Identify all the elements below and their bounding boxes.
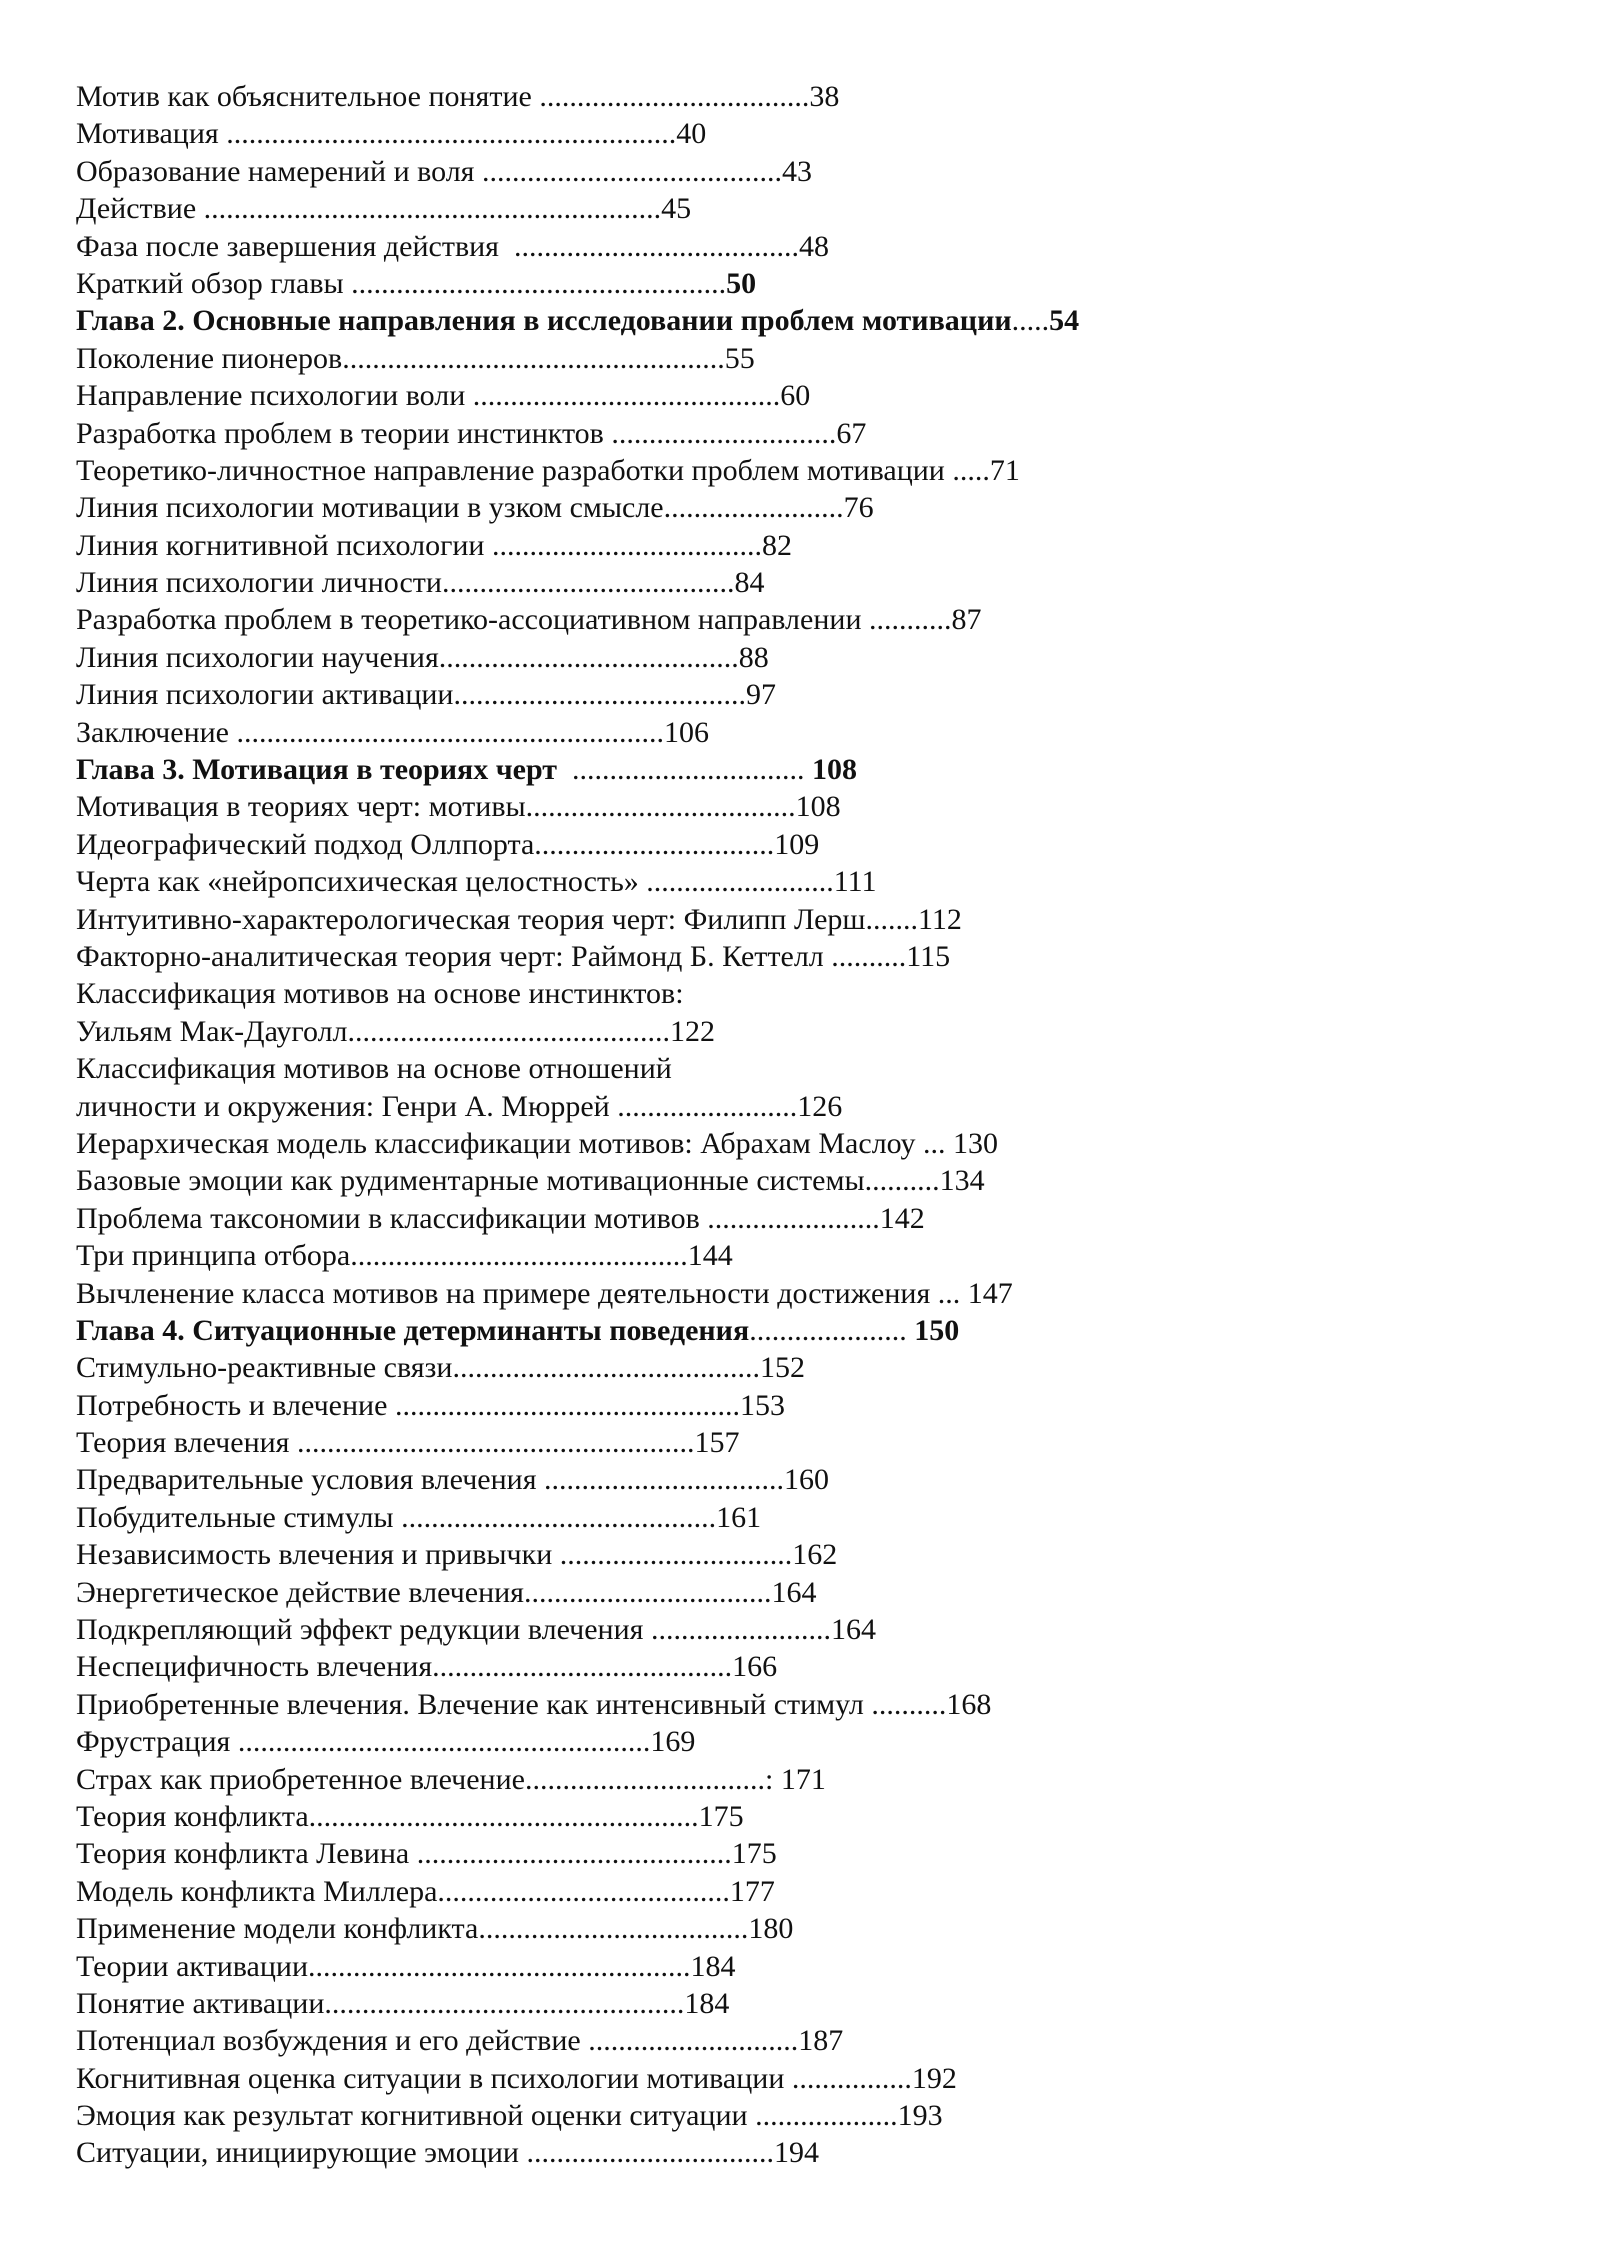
toc-entry-leader: ........... — [869, 603, 952, 637]
toc-entry-leader: ............................... — [559, 1538, 793, 1572]
toc-entry-page-number: 126 — [797, 1089, 843, 1123]
toc-entry-page-number: 153 — [739, 1388, 785, 1422]
toc-entry-page-number: 130 — [953, 1126, 999, 1160]
toc-entry-page-number: 184 — [684, 1986, 730, 2020]
toc-entry-title: Теории активации — [76, 1949, 309, 1983]
toc-entry-leader: ... — [937, 1276, 968, 1310]
toc-entry — [76, 1873, 1556, 1910]
toc-entry — [76, 863, 1556, 900]
toc-entry-title: Иерархическая модель классификации мотивов: Абрахам Маслоу — [76, 1126, 924, 1160]
toc-entry-title: Модель конфликта Миллера — [76, 1874, 438, 1908]
toc-entry — [76, 714, 1556, 751]
toc-entry-page-number: 88 — [738, 640, 769, 674]
toc-entry — [76, 1349, 1556, 1386]
toc-entry-leader: ..................................................... — [296, 1426, 695, 1460]
toc-entry-title: Теория влечения — [76, 1426, 297, 1460]
toc-entry-page-number: 55 — [724, 341, 755, 375]
toc-entry-page-number: 147 — [967, 1276, 1013, 1310]
toc-entry-title: Мотивация в теориях черт: мотивы — [76, 790, 526, 824]
toc-entry-leader: ....................... — [707, 1201, 880, 1235]
toc-entry-leader: .................................................. — [351, 266, 727, 300]
toc-entry-page-number: 164 — [830, 1613, 876, 1647]
toc-entry — [76, 527, 1556, 564]
toc-entry-page-number: 160 — [784, 1463, 830, 1497]
toc-entry-page-number: 157 — [694, 1426, 740, 1460]
toc-entry-title: Базовые эмоции как рудиментарные мотивационные системы — [76, 1164, 865, 1198]
toc-entry-title: Краткий обзор главы — [76, 266, 352, 300]
toc-entry-leader: .......................................... — [401, 1500, 717, 1534]
toc-entry-title: Черта как «нейропсихическая целостность» — [76, 865, 647, 899]
toc-entry-page-number: 171 — [780, 1762, 826, 1796]
toc-entry — [76, 2134, 1556, 2171]
toc-entry-title: Линия психологии активации — [76, 678, 454, 712]
table-of-contents — [76, 78, 1556, 2172]
toc-entry-title: Интуитивно-характерологическая теория черт: Филипп Лерш — [76, 902, 866, 936]
toc-entry — [76, 1387, 1556, 1424]
toc-entry-title: Классификация мотивов на основе инстинктов: — [76, 977, 684, 1011]
toc-entry-title: Потребность и влечение — [76, 1388, 395, 1422]
toc-entry-leader: ................................: — [524, 1762, 781, 1796]
toc-entry-title: Независимость влечения и привычки — [76, 1538, 560, 1572]
toc-entry-page-number: 169 — [650, 1725, 696, 1759]
toc-entry — [76, 1686, 1556, 1723]
toc-entry-title: Теория конфликта Левина — [76, 1837, 417, 1871]
toc-entry-leader: ............................................. — [350, 1239, 688, 1273]
toc-entry-leader: ....... — [865, 902, 919, 936]
toc-entry-leader: ....................................................... — [237, 1725, 651, 1759]
toc-entry-title: Факторно-аналитическая теория черт: Раймонд Б. Кеттелл — [76, 939, 832, 973]
toc-entry-title: Глава 3. Мотивация в теориях черт — [76, 753, 572, 787]
toc-entry-page-number: 84 — [734, 566, 765, 600]
toc-entry-title: Линия психологии мотивации в узком смысле — [76, 491, 664, 525]
toc-entry-title: Понятие активации — [76, 1986, 325, 2020]
toc-entry — [76, 1910, 1556, 1947]
toc-entry-leader: .......................................... — [416, 1837, 732, 1871]
toc-entry-page-number: 43 — [781, 154, 812, 188]
toc-entry-title: Стимульно-реактивные связи — [76, 1351, 453, 1385]
toc-entry-page-number: 144 — [687, 1239, 733, 1273]
toc-entry-page-number: 76 — [843, 491, 874, 525]
toc-entry — [76, 601, 1556, 638]
toc-entry — [76, 1013, 1556, 1050]
toc-entry-title: Фаза после завершения действия — [76, 229, 514, 263]
toc-entry-page-number: 40 — [676, 117, 707, 151]
toc-entry-title: Линия психологии научения — [76, 640, 439, 674]
toc-entry — [76, 1611, 1556, 1648]
toc-entry-page-number: 71 — [989, 453, 1020, 487]
toc-entry — [76, 1835, 1556, 1872]
toc-entry-leader: .................................... — [539, 80, 810, 113]
toc-entry-page-number: 108 — [812, 753, 857, 787]
toc-entry-leader: ................................................... — [342, 341, 725, 375]
toc-entry-page-number: 162 — [792, 1538, 838, 1572]
toc-entry — [76, 1162, 1556, 1199]
toc-entry-page-number: 48 — [798, 229, 829, 263]
toc-entry-leader: ................................. — [523, 1575, 772, 1609]
toc-entry-page-number: 54 — [1049, 304, 1080, 338]
toc-entry-title: Когнитивная оценка ситуации в психологии мотивации — [76, 2061, 792, 2095]
toc-entry — [76, 1088, 1556, 1125]
toc-entry-leader: .................................... — [492, 528, 762, 562]
toc-entry — [76, 901, 1556, 938]
toc-entry — [76, 788, 1556, 825]
toc-entry — [76, 1237, 1556, 1274]
toc-entry — [76, 78, 1556, 115]
toc-entry-title: Побудительные стимулы — [76, 1500, 402, 1534]
toc-entry-leader: ............................................................ — [226, 117, 677, 151]
toc-entry-leader: .............................. — [611, 416, 837, 450]
toc-entry-leader: ................................ — [544, 1463, 785, 1497]
toc-entry-title: Линия когнитивной психологии — [76, 528, 492, 562]
toc-entry — [76, 228, 1556, 265]
toc-entry-page-number: 97 — [746, 678, 776, 712]
toc-entry-title: Проблема таксономии в классификации мотивов — [76, 1201, 708, 1235]
toc-entry-page-number: 50 — [726, 266, 757, 300]
toc-entry — [76, 489, 1556, 526]
toc-entry-page-number: 166 — [732, 1650, 778, 1684]
toc-entry-page-number: 177 — [729, 1874, 775, 1908]
toc-entry-title: Заключение — [76, 715, 237, 749]
toc-entry-leader: ............................... — [572, 753, 812, 787]
toc-entry — [76, 1275, 1556, 1312]
toc-entry-page-number: 187 — [798, 2024, 844, 2058]
toc-entry-leader: ........................ — [663, 491, 844, 525]
toc-entry-page-number: 82 — [762, 528, 792, 562]
toc-entry — [76, 2097, 1556, 2134]
toc-entry-page-number: 111 — [833, 865, 877, 899]
toc-entry — [76, 826, 1556, 863]
toc-entry-title: Глава 2. Основные направления в исследовании проблем мотивации — [76, 304, 1012, 338]
toc-entry-page-number: 108 — [795, 790, 841, 824]
toc-entry — [76, 452, 1556, 489]
toc-entry-leader: ........................................ — [481, 154, 782, 188]
toc-entry-leader: ......................................... — [452, 1351, 760, 1385]
toc-entry — [76, 639, 1556, 676]
toc-entry-leader: .............................................. — [394, 1388, 740, 1422]
toc-entry-title: Вычленение класса мотивов на примере деятельности достижения — [76, 1276, 938, 1310]
toc-entry-leader: .......... — [864, 1164, 940, 1198]
toc-entry-page-number: 60 — [780, 379, 811, 413]
toc-entry-leader: ........................................... — [347, 1014, 671, 1048]
toc-entry — [76, 1536, 1556, 1573]
toc-entry — [76, 1948, 1556, 1985]
toc-entry — [76, 1798, 1556, 1835]
toc-entry-page-number: 150 — [914, 1313, 960, 1347]
toc-entry-title: Направление психологии воли — [76, 379, 473, 413]
toc-entry-title: Подкрепляющий эффект редукции влечения — [76, 1613, 651, 1647]
toc-entry-page-number: 168 — [946, 1687, 992, 1721]
toc-entry-title: Применение модели конфликта — [76, 1912, 479, 1946]
toc-entry-leader: ......................................................... — [236, 715, 664, 749]
toc-entry-title: Энергетическое действие влечения — [76, 1575, 524, 1609]
toc-entry-page-number: 192 — [911, 2061, 957, 2095]
toc-entry-title: Разработка проблем в теории инстинктов — [76, 416, 612, 450]
toc-entry — [76, 1985, 1556, 2022]
toc-entry-leader: ....................................... — [441, 566, 735, 600]
toc-entry — [76, 265, 1556, 302]
toc-entry-title: Классификация мотивов на основе отношений — [76, 1052, 672, 1086]
toc-entry-page-number: 161 — [716, 1500, 762, 1534]
toc-entry-page-number: 122 — [670, 1014, 716, 1048]
toc-entry-page-number: 193 — [897, 2099, 943, 2133]
toc-entry-page-number: 112 — [918, 902, 962, 936]
toc-entry-title: Линия психологии личности — [76, 566, 442, 600]
toc-entry-leader: ........................................ — [438, 640, 739, 674]
toc-entry-title: Разработка проблем в теоретико-ассоциативном направлении — [76, 603, 869, 637]
toc-entry-page-number: 106 — [664, 715, 709, 749]
toc-entry-leader: ........................ — [650, 1613, 831, 1647]
toc-entry-page-number: 184 — [690, 1949, 736, 1983]
toc-entry-leader: .................................................... — [308, 1799, 699, 1833]
toc-entry-leader: ................... — [755, 2099, 898, 2133]
toc-entry-page-number: 194 — [773, 2136, 819, 2170]
toc-entry — [76, 1499, 1556, 1536]
toc-entry — [76, 340, 1556, 377]
toc-entry-leader: ....................................... — [437, 1874, 730, 1908]
toc-entry-title: Фрустрация — [76, 1725, 238, 1759]
toc-entry-title: Эмоция как результат когнитивной оценки ситуации — [76, 2099, 756, 2133]
toc-entry-leader: .................................... — [525, 790, 796, 824]
toc-entry-title: Предварительные условия влечения — [76, 1463, 545, 1497]
toc-entry — [76, 2022, 1556, 2059]
toc-entry-leader: ................................. — [526, 2136, 774, 2170]
toc-entry-title: Действие — [76, 192, 204, 226]
toc-entry-page-number: 87 — [951, 603, 982, 637]
toc-entry-title: Ситуации, инициирующие эмоции — [76, 2136, 527, 2170]
toc-entry-page-number: 164 — [771, 1575, 817, 1609]
toc-entry-title: Поколение пионеров — [76, 341, 343, 375]
toc-entry — [76, 564, 1556, 601]
toc-entry-page-number: 180 — [748, 1912, 794, 1946]
toc-entry-leader: ........................ — [617, 1089, 798, 1123]
toc-entry — [76, 115, 1556, 152]
toc-entry-leader: ...................................... — [513, 229, 799, 263]
toc-entry-page-number: 142 — [879, 1201, 925, 1235]
toc-entry-title: Уильям Мак-Дауголл — [76, 1014, 348, 1048]
toc-entry — [76, 415, 1556, 452]
toc-entry — [76, 1461, 1556, 1498]
toc-entry — [76, 975, 1556, 1012]
toc-entry — [76, 190, 1556, 227]
toc-entry — [76, 1723, 1556, 1760]
toc-entry-title: Идеографический подход Оллпорта — [76, 827, 535, 861]
toc-entry-page-number: 115 — [906, 939, 951, 973]
toc-entry-title: Теория конфликта — [76, 1799, 309, 1833]
toc-entry — [76, 676, 1556, 713]
toc-entry-title: Глава 4. Ситуационные детерминанты поведения — [76, 1313, 750, 1347]
toc-entry-title: Потенциал возбуждения и его действие — [76, 2024, 589, 2058]
toc-entry-leader: ......................... — [646, 865, 834, 899]
toc-entry — [76, 2060, 1556, 2097]
toc-entry-title: Образование намерений и воля — [76, 154, 482, 188]
toc-entry-page-number: 175 — [698, 1799, 744, 1833]
toc-chapter-entry — [76, 1312, 1556, 1349]
toc-entry-page-number: 175 — [731, 1837, 777, 1871]
toc-entry-leader: .......... — [871, 1687, 947, 1721]
toc-entry-leader: ............................................................. — [203, 192, 662, 226]
toc-entry — [76, 938, 1556, 975]
toc-entry-title: Мотив как объяснительное понятие — [76, 80, 540, 113]
toc-entry-leader: .................................... — [478, 1912, 749, 1946]
toc-entry-title: Три принципа отбора — [76, 1239, 351, 1273]
toc-entry-leader: ............................ — [588, 2024, 799, 2058]
toc-entry-page-number: 152 — [759, 1351, 805, 1385]
toc-chapter-entry — [76, 302, 1556, 339]
toc-entry-title: Мотивация — [76, 117, 227, 151]
toc-entry-leader: ......................................... — [472, 379, 781, 413]
toc-entry-page-number: 67 — [836, 416, 867, 450]
toc-entry-page-number: 38 — [809, 80, 840, 113]
toc-entry — [76, 1648, 1556, 1685]
toc-entry — [76, 1125, 1556, 1162]
toc-chapter-entry — [76, 751, 1556, 788]
toc-entry-leader: ................................................ — [324, 1986, 685, 2020]
toc-entry-page-number: 45 — [661, 192, 692, 226]
toc-entry-leader: ....................................... — [453, 678, 746, 712]
toc-entry-leader: ..................... — [749, 1313, 915, 1347]
toc-entry — [76, 1050, 1556, 1087]
toc-entry-leader: ..... — [1011, 304, 1050, 338]
toc-entry-title: Теоретико-личностное направление разработки проблем мотивации — [76, 453, 953, 487]
toc-entry-leader: .......... — [831, 939, 907, 973]
toc-entry — [76, 1761, 1556, 1798]
toc-entry-title: Приобретенные влечения. Влечение как интенсивный стимул — [76, 1687, 872, 1721]
toc-entry — [76, 153, 1556, 190]
toc-entry — [76, 1424, 1556, 1461]
toc-entry-title: Неспецифичность влечения — [76, 1650, 433, 1684]
toc-entry-page-number: 109 — [774, 827, 820, 861]
toc-entry-title: личности и окружения: Генри А. Мюррей — [76, 1089, 618, 1123]
toc-entry-leader: ................ — [791, 2061, 912, 2095]
toc-entry — [76, 1200, 1556, 1237]
toc-entry-leader: ................................ — [534, 827, 775, 861]
toc-entry-leader: ........................................ — [432, 1650, 733, 1684]
toc-entry-leader: ..... — [952, 453, 990, 487]
toc-entry-page-number: 134 — [939, 1164, 985, 1198]
toc-entry — [76, 1574, 1556, 1611]
toc-entry-leader: ... — [923, 1126, 954, 1160]
toc-entry-leader: ................................................... — [308, 1949, 691, 1983]
toc-entry — [76, 377, 1556, 414]
toc-entry-title: Страх как приобретенное влечение — [76, 1762, 525, 1796]
